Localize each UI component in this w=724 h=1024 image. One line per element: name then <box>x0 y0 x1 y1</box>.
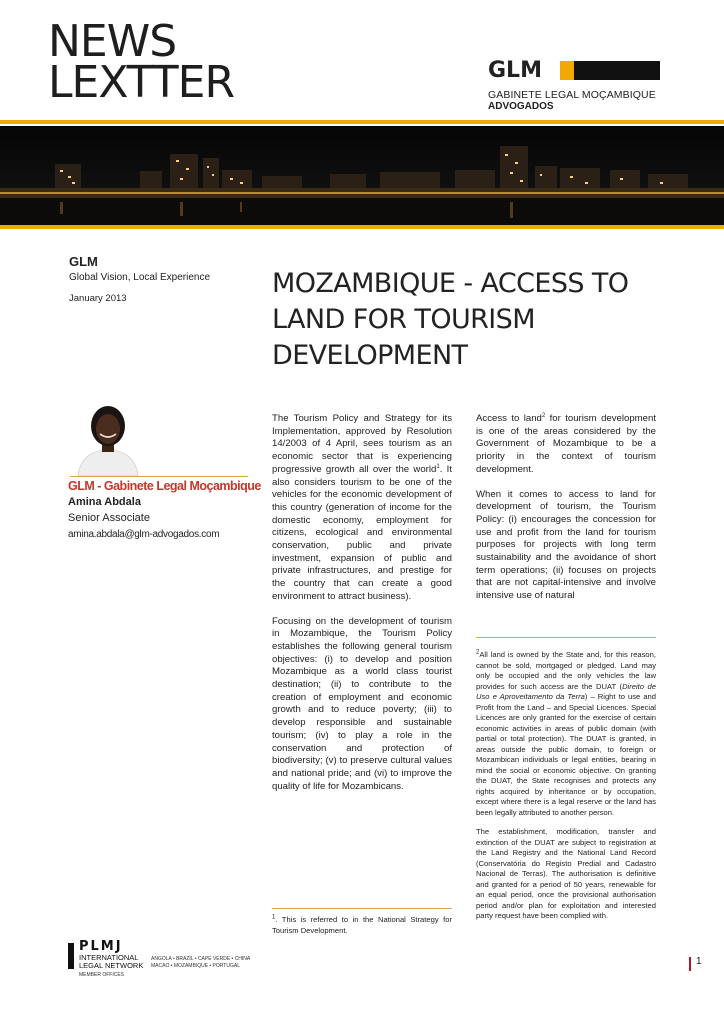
article-paragraph-3 <box>476 413 656 477</box>
article-paragraph-4: When it comes to access to land for development of tourism, the Tourism Policy: (i) encourages the concession for use and profit from the land for tourism purposes for projects with long term sustainability and the avoidance of short term operations; (ii) focuses on projects that are not capital-intensive and involve intensive use of natural <box>476 488 656 602</box>
paragraph-3-text-b: for tourism development is one of the areas considered by the Government of Mozambique to be a priority in the context of tourism development. <box>476 413 656 475</box>
footnote-1-text: . This is referred to in the National Strategy for Tourism Development. <box>272 915 452 935</box>
article-column-2 <box>476 413 656 615</box>
logo-yellow-block <box>560 61 574 80</box>
article-paragraph-1 <box>272 413 452 604</box>
author-rule-top <box>70 476 248 477</box>
glm-logo <box>488 58 660 112</box>
paragraph-3-text-a: Access to land <box>476 413 542 424</box>
logo-firm-sub: ADVOGADOS <box>488 101 554 112</box>
plmj-line-2: LEGAL NETWORK <box>79 961 144 970</box>
footnote-2-text-b: ) – Right to use and Profit from the Land – and Special Licences. Special Licences are only granted for the exercise of certain economic activities in areas of public domain (with partial or total protection). The DUAT is granted, in areas outside the public domain, to foreign or Mozambican individuals or legal entities, bearing in mind the social or economic objective. On granting the DUAT, the State recognises and protects any rights acquired by inheritance or by occupation, except where there is a legal reserve or the land has been legally attributed to another person. <box>476 692 656 817</box>
article-column-1 <box>272 413 452 805</box>
logo-firm-name: GABINETE LEGAL MOÇAMBIQUE <box>488 89 656 101</box>
footnote-2-paragraph-1 <box>476 650 656 818</box>
masthead-line-1: NEWS <box>48 16 177 67</box>
plmj-countries-2: MACAO • MOZAMBIQUE • PORTUGAL <box>151 963 240 969</box>
footnote-ref-2: 2 <box>541 412 546 419</box>
logo-abbr: GLM <box>488 58 542 83</box>
header-accent-bar-top <box>0 120 724 124</box>
plmj-name: PLMJ <box>79 939 123 954</box>
sidebar-tagline: Global Vision, Local Experience <box>69 272 211 283</box>
article-paragraph-2: Focusing on the development of tourism in Mozambique, the Tourism Policy establishes the following general tourism objectives: (i) to develop and position Mozambique as a world class tourist destination; (ii) to contribute to the creation of employment and economic growth and to reduce poverty; (iii) to develop responsible and sustainable tourism; (iv) to play a role in the conservation and protection of biodiversity; (v) to preserve cultural values and national pride; and (vi) to improve the quality of life for Mozambicans. <box>272 615 452 792</box>
author-firm: GLM - Gabinete Legal Moçambique <box>68 479 261 493</box>
article-title: MOZAMBIQUE - ACCESS TO LAND FOR TOURISM DEVELOPMENT <box>272 268 629 371</box>
logo-black-bar <box>574 61 660 80</box>
footnote-1-paragraph <box>272 915 452 936</box>
footnote-rule-2 <box>476 637 656 638</box>
footnote-ref-1: 1 <box>436 463 440 470</box>
paragraph-1-text-a: The Tourism Policy and Strategy for its Implementation, approved by Resolution 14/2003 of 4 April, sees tourism as an economic sector that is experiencing progressive growth all over the world <box>272 413 452 475</box>
page-number-marker <box>689 957 691 971</box>
footnote-2-paragraph-2: The establishment, modification, transfer and extinction of the DUAT are subject to registration at the Land Registry and the National Land Record (Conservatória do Registo Predial and Cadastro Nacional de Terras). The authorisation is definitive and granted for a period of 50 years, renewable for an equal period, once the provisional authorisation period and/or plan for exploitation and interested party request have been complied with. <box>476 827 656 920</box>
plmj-mark-icon <box>68 943 74 969</box>
footnote-2-text-a: All land is owned by the State and, for this reason, cannot be sold, mortgaged or pledged. Land may only be occupied and the only vehicles the law provides for such access are the DUAT ( <box>476 650 656 691</box>
plmj-line-3: MEMBER OFFICES <box>79 972 125 978</box>
author-role: Senior Associate <box>68 512 150 524</box>
sidebar-org-name: GLM <box>69 254 98 269</box>
city-skyline-banner-image <box>0 126 724 225</box>
newsletter-masthead <box>48 16 235 108</box>
author-photo <box>70 398 146 476</box>
footnote-2-mark: 2 <box>476 649 480 656</box>
author-email-link[interactable]: amina.abdala@glm-advogados.com <box>68 529 220 540</box>
issue-date: January 2013 <box>69 293 127 304</box>
footnote-2 <box>476 650 656 931</box>
footnote-2-italic: Direito de Uso e Aproveitamento da Terra <box>476 681 656 701</box>
paragraph-1-text-b: . It also considers tourism to be one of the vehicles for the economic development of this country (generation of income for the domestic economy, employment for citizens, ecological and environmental conservation, public and private investment, expansion of public and private infrastructures, and prestige for the country that can create a good environment to attract business). <box>272 463 452 602</box>
author-name: Amina Abdala <box>68 496 141 508</box>
footnote-rule-1 <box>272 908 452 909</box>
plmj-line-1: INTERNATIONAL <box>79 953 139 962</box>
plmj-countries-1: ANGOLA • BRAZIL • CAPE VERDE • CHINA <box>151 956 251 962</box>
header-accent-bar-bottom <box>0 225 724 229</box>
page-number: 1 <box>696 956 702 967</box>
masthead-line-2: LEXTTER <box>48 57 235 108</box>
footnote-1-mark: 1 <box>272 914 276 921</box>
footnote-1 <box>272 915 452 945</box>
